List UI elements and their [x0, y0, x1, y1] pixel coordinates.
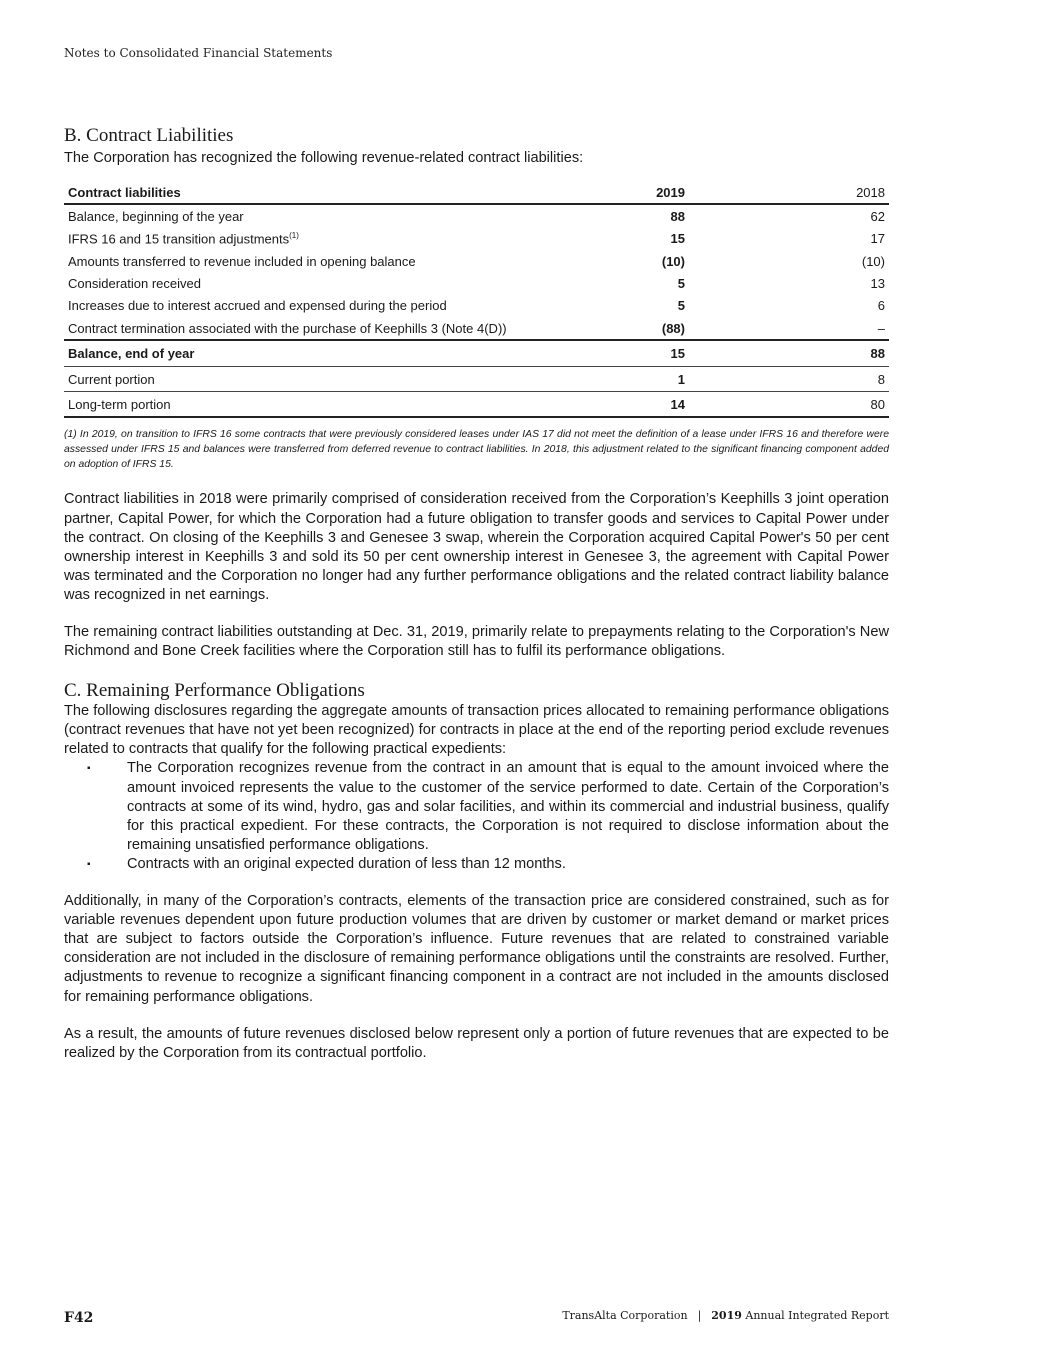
value-2018: 8	[821, 367, 889, 392]
table-row	[64, 204, 889, 227]
table-row	[64, 317, 889, 340]
value-2018: (10)	[861, 253, 885, 269]
value-2019: 15	[621, 340, 821, 367]
bullet-item	[87, 759, 889, 854]
section-b-title: B. Contract Liabilities	[64, 125, 234, 146]
table-footnote: (1) In 2019, on transition to IFRS 16 some contracts that were previously considered leases under IAS 17 did not meet the definition of a lease under IFRS 16 and therefore were assessed under IFRS 15 and balances were transferred from deferred revenue to contract liabilities. In 2018, this adjustment related to the significant financing component added on adoption of IFRS 15.	[64, 429, 889, 471]
value-2019: (10)	[661, 253, 685, 269]
bullet-icon: ▪	[87, 858, 91, 870]
row-label: Consideration received	[68, 275, 201, 291]
column-header: 2019	[621, 182, 821, 204]
value-2018: 80	[821, 392, 889, 418]
value-2018: 62	[870, 208, 885, 224]
value-2019: 14	[621, 392, 821, 418]
row-label: Balance, beginning of the year	[68, 208, 244, 224]
bullet-list	[64, 759, 889, 874]
section-c-intro: The following disclosures regarding the aggregate amounts of transaction prices allocated to remaining performance obligations (contract revenues that have not yet been recognized) for contracts in place at the end of the reporting period exclude revenues related to contracts that qualify for the following practical expedients:	[64, 703, 889, 758]
footer-company: TransAlta Corporation	[562, 1309, 688, 1322]
table-row	[64, 227, 889, 249]
page-footer	[64, 1307, 889, 1326]
paragraph: Contract liabilities in 2018 were primarily comprised of consideration received from the Corporation’s Keephills 3 joint operation partner, Capital Power, for which the Corporation had a future obligation to transfer goods and services to Capital Power under the contract. On closing of the Keephills 3 and Genesee 3 swap, wherein the Corporation acquired Capital Power's 50 per cent ownership interest in Keephills 3 and sold its 50 per cent ownership interest in Genesee 3, the agreement with Capital Power was terminated and the Corporation no longer had any further performance obligations and the related contract liability balance was recognized in net earnings.	[64, 491, 889, 603]
section-b-intro: The Corporation has recognized the following revenue-related contract liabilities:	[64, 150, 584, 166]
value-2019: 88	[670, 208, 685, 224]
value-2019: 1	[621, 367, 821, 392]
bullet-item	[87, 855, 889, 874]
row-label	[64, 227, 621, 249]
table-row	[64, 250, 889, 272]
row-label: Amounts transferred to revenue included in opening balance	[68, 253, 416, 269]
value-2018: 88	[821, 340, 889, 367]
table-row	[64, 367, 889, 392]
column-header: 2018	[821, 182, 889, 204]
contract-liabilities-table	[64, 182, 889, 418]
value-2019: 15	[670, 231, 685, 247]
column-header: Contract liabilities	[64, 182, 621, 204]
value-2019: (88)	[621, 317, 821, 340]
row-label: Balance, end of year	[64, 340, 621, 367]
table-row	[64, 295, 889, 317]
bullet-text: Contracts with an original expected duration of less than 12 months.	[127, 855, 566, 872]
row-label: Current portion	[64, 367, 621, 392]
row-label: Long-term portion	[64, 392, 621, 418]
footer-separator: |	[697, 1309, 702, 1322]
paragraph: As a result, the amounts of future revenues disclosed below represent only a portion of future revenues that are expected to be realized by the Corporation from its contractual portfolio.	[64, 1025, 889, 1061]
row-label: Increases due to interest accrued and expensed during the period	[68, 298, 447, 314]
footer-year: 2019	[711, 1309, 742, 1322]
section-c-title: C. Remaining Performance Obligations	[64, 680, 365, 702]
footer-report: Annual Integrated Report	[745, 1309, 889, 1322]
main-content	[64, 125, 889, 1063]
value-2018: 17	[870, 231, 885, 247]
page-number: F42	[64, 1310, 94, 1326]
value-2018: 6	[877, 298, 885, 314]
bullet-icon: ▪	[87, 763, 91, 775]
paragraph: The remaining contract liabilities outstanding at Dec. 31, 2019, primarily relate to prepayments relating to the Corporation's New Richmond and Bone Creek facilities where the Corporation still has to fulfil its performance obligations.	[64, 624, 889, 660]
table-total-row	[64, 340, 889, 367]
row-label: Contract termination associated with the purchase of Keephills 3 (Note 4(D))	[64, 317, 621, 340]
table-header-row	[64, 182, 889, 204]
running-header: Notes to Consolidated Financial Statements	[64, 46, 333, 60]
row-label-text: IFRS 16 and 15 transition adjustments	[68, 231, 290, 247]
value-2019: 5	[677, 275, 685, 291]
value-2018: –	[821, 317, 889, 340]
footer-report-title	[562, 1309, 889, 1322]
value-2019: 5	[677, 298, 685, 314]
paragraph: Additionally, in many of the Corporation’s contracts, elements of the transaction price are considered constrained, such as for variable revenues dependent upon future production volumes that are driven by customer or market demand or market prices that are subject to factors outside the Corporation’s influence. Future revenues that are related to constrained variable consideration are not included in the disclosure of remaining performance obligations until the constraints are resolved. Further, adjustments to revenue to recognize a significant financing component in a contract are not included in the amounts disclosed for remaining performance obligations.	[64, 893, 889, 1005]
bullet-text: The Corporation recognizes revenue from the contract in an amount that is equal to the amount invoiced where the amount invoiced represents the value to the customer of the service performed to date. Certain of the Corporation’s contracts at some of its wind, hydro, gas and solar facilities, and within its commercial and industrial business, qualify for this practical expedient. For these contracts, the Corporation is not required to disclose information about the remaining unsatisfied performance obligations.	[127, 760, 889, 853]
value-2018: 13	[870, 275, 885, 291]
table-row	[64, 392, 889, 418]
table-row	[64, 272, 889, 294]
footnote-ref: (1)	[289, 231, 299, 241]
